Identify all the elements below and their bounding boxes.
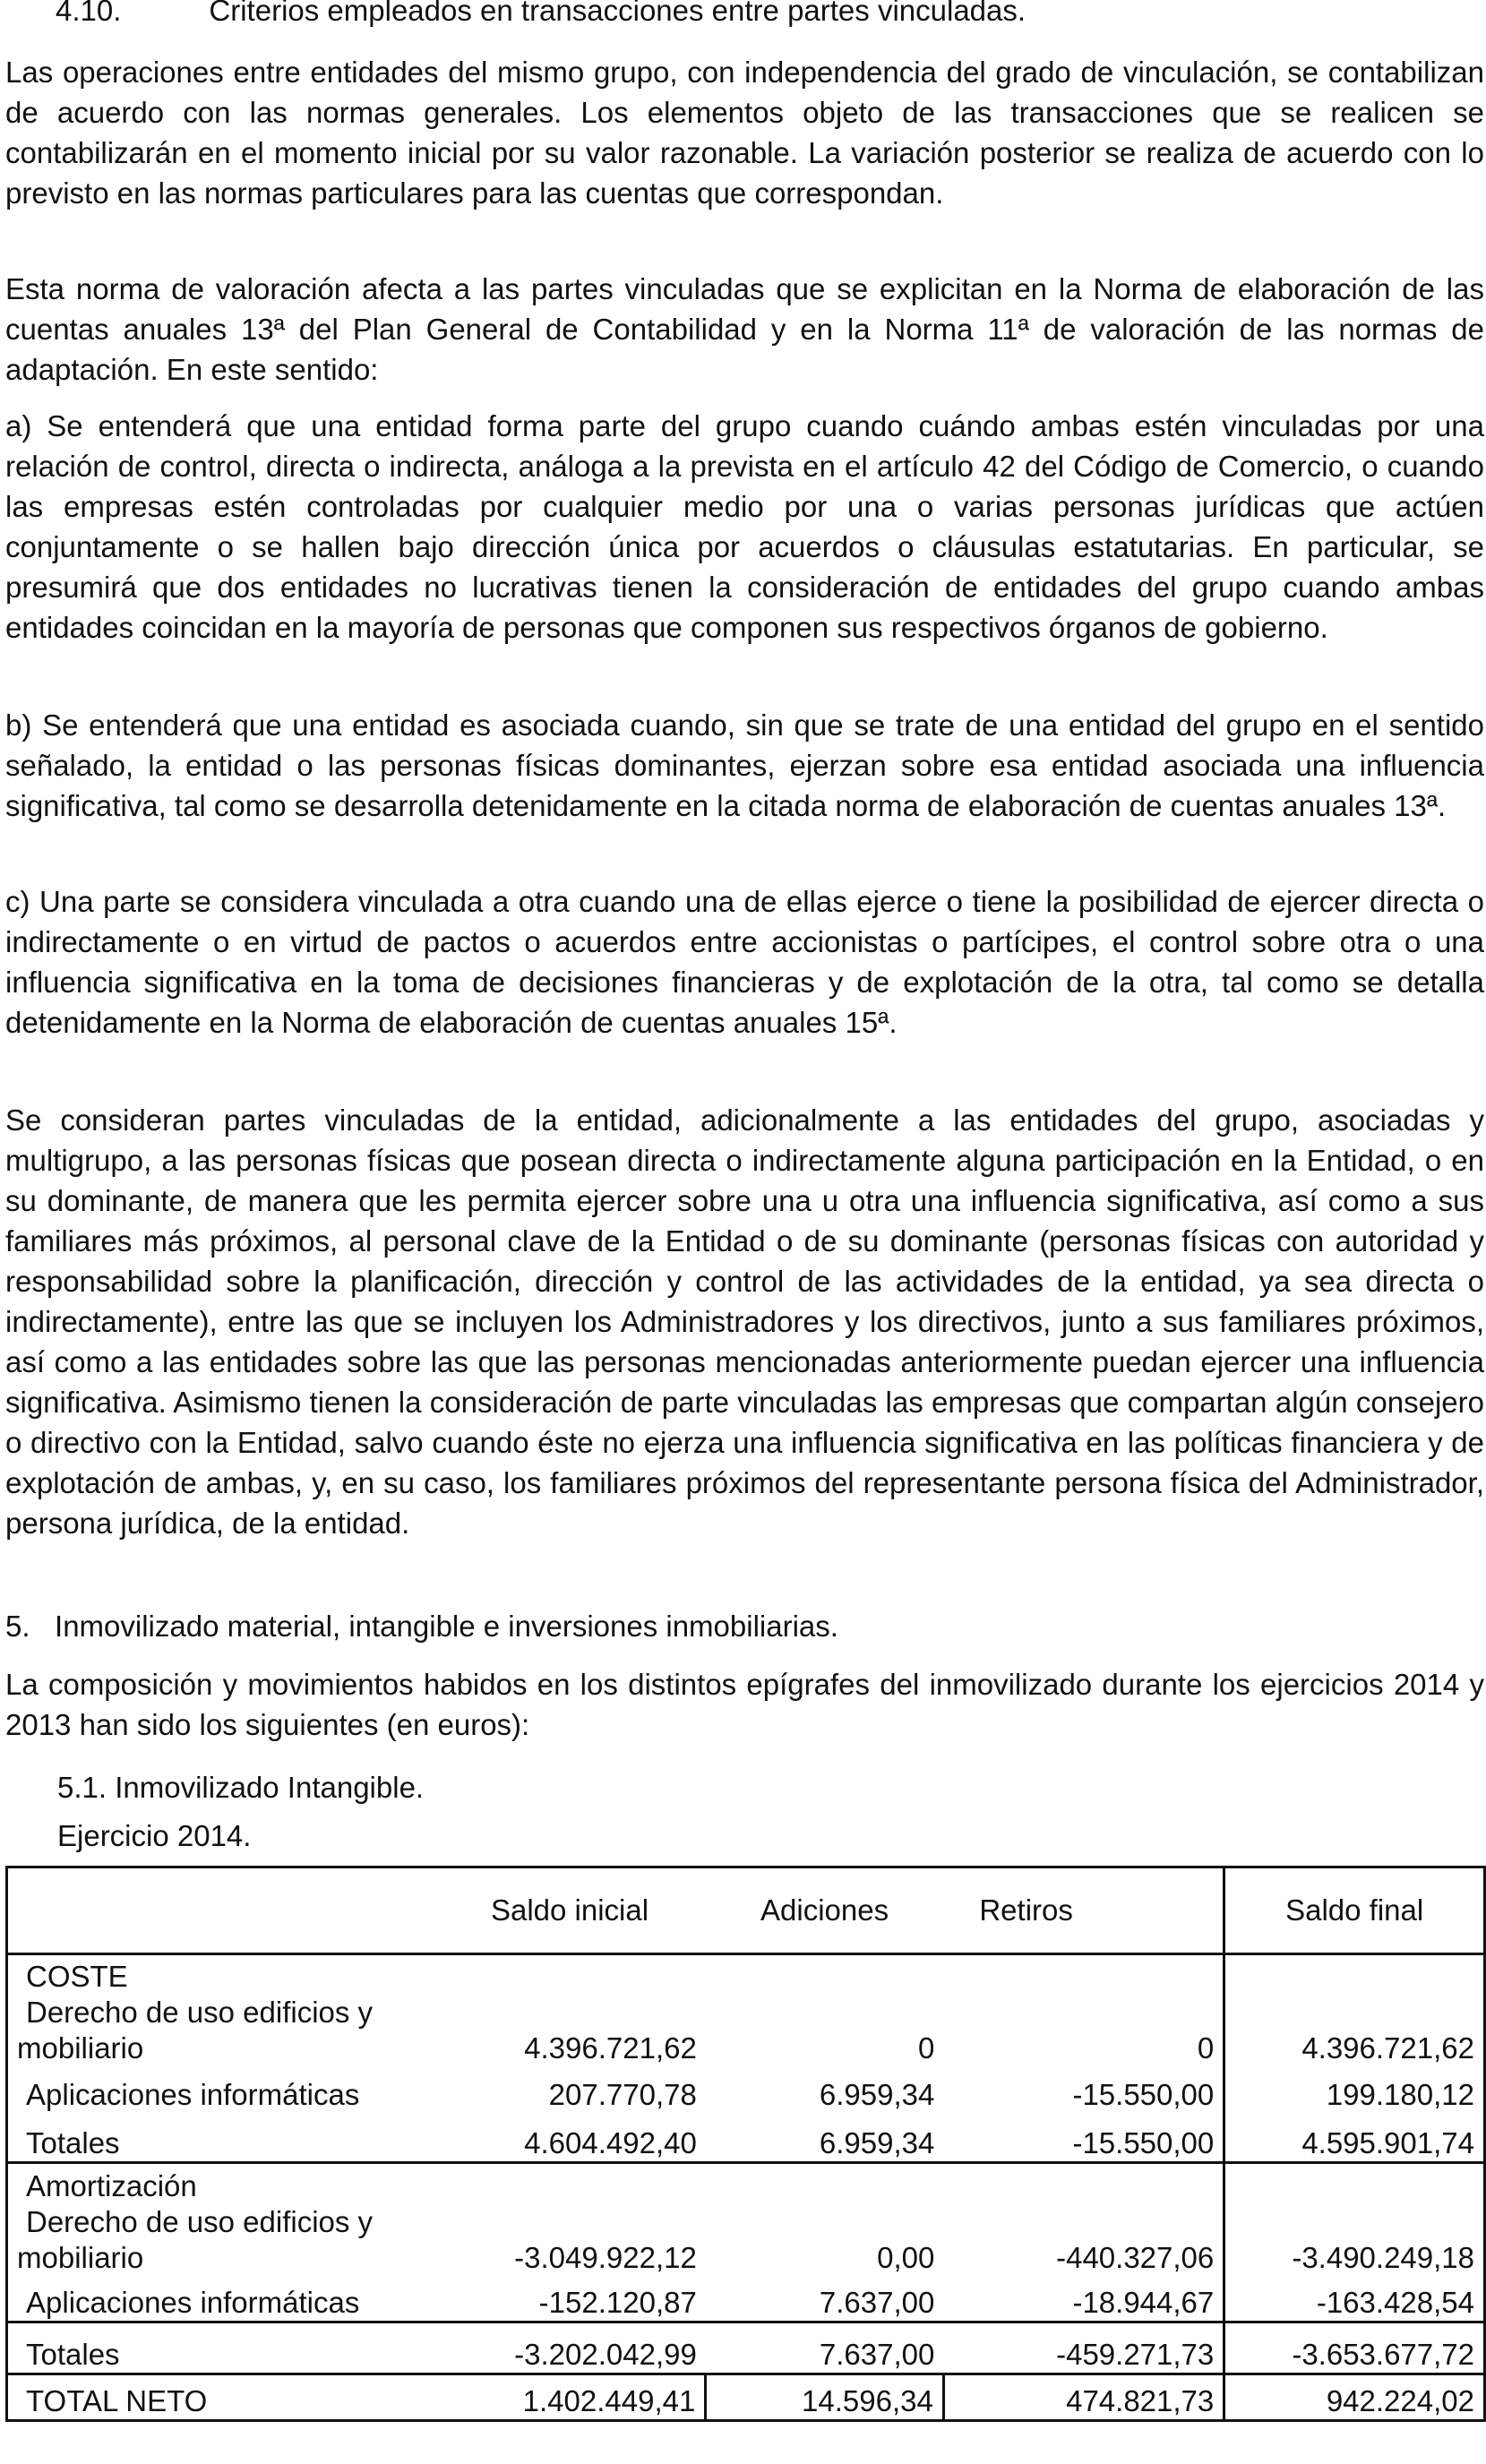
cell-adiciones: 14.596,34 [706, 2374, 944, 2421]
cell-retiros: -459.271,73 [943, 2322, 1224, 2374]
cell-saldo-final: -163.428,54 [1224, 2276, 1485, 2322]
row-label: TOTAL NETO [7, 2374, 434, 2421]
cell-retiros: -440.327,06 [943, 2204, 1224, 2276]
cell-adiciones: 7.637,00 [819, 2286, 935, 2319]
row-label: Totales [7, 2113, 434, 2163]
cell-adiciones: 7.637,00 [819, 2338, 935, 2371]
cell-retiros: 474.821,73 [943, 2374, 1224, 2421]
paragraph-text: a) Se entenderá que una entidad forma parte del grupo cuando cuándo ambas estén vinculadas por una relación de control, directa o indirecta, análoga a la prevista en el artículo 42 del Código de Comercio, o cuando las empresas estén controladas por cualquier medio por una o varias personas jurídicas que actúen conjuntamente o se hallen bajo dirección única por acuerdos o cláusulas estatutarias. En particular, se presumirá que dos entidades no lucrativas tienen la consideración de entidades del grupo cuando ambas entidades coincidan en la mayoría de personas que componen sus respectivos órganos de gobierno. [5, 409, 1484, 644]
row-label-line-2: mobiliario [17, 2240, 144, 2274]
paragraph-text: b) Se entenderá que una entidad es asociada cuando, sin que se trate de una entidad del grupo en el sentido señalado, la entidad o las personas físicas dominantes, ejerzan sobre esa entidad asociada una influencia significativa, tal como se desarrolla detenidamente en la citada norma de elaboración de cuentas anuales 13ª. [5, 708, 1484, 822]
row-label: Totales [7, 2322, 434, 2374]
group-label-amortizacion: Amortización [7, 2163, 434, 2204]
row-label-line-1: Derecho de uso edificios y [26, 2204, 374, 2238]
cell-saldo-final: 4.396.721,62 [1224, 1995, 1485, 2066]
paragraph-3 [5, 406, 1484, 648]
table-row [7, 2066, 1485, 2113]
paragraph-text: Las operaciones entre entidades del mismo grupo, con independencia del grado de vinculación, se contabilizan de acuerdo con las normas generales. Los elementos objeto de las transacciones que se realicen se contabilizarán en el momento inicial por su valor razonable. La variación posterior se realiza de acuerdo con lo previsto en las normas particulares para las cuentas que correspondan. [5, 56, 1484, 210]
section-title: Criterios empleados en transacciones entre partes vinculadas. [209, 0, 1026, 27]
table-group-row [7, 1954, 1485, 1995]
cell-saldo-inicial: -3.202.042,99 [514, 2338, 697, 2371]
header-cell [7, 1867, 434, 1954]
group-label-coste: COSTE [7, 1954, 434, 1995]
row-label: Aplicaciones informáticas [7, 2066, 434, 2113]
table-row [7, 2204, 1485, 2276]
table-net-total-row [7, 2374, 1485, 2421]
paragraph-5 [5, 881, 1484, 1043]
header-saldo-final: Saldo final [1224, 1867, 1485, 1954]
table-row [7, 1995, 1485, 2066]
cell-saldo-inicial: 1.402.449,41 [434, 2374, 706, 2421]
cell-adiciones: 6.959,34 [819, 2126, 935, 2159]
header-adiciones: Adiciones [706, 1867, 944, 1954]
cell-saldo-final: 199.180,12 [1224, 2066, 1485, 2113]
table-total-row [7, 2113, 1485, 2163]
paragraph-4 [5, 705, 1484, 826]
section-5-intro [5, 1664, 1484, 1745]
cell-retiros: 0 [943, 1995, 1224, 2066]
row-label-line-1: Derecho de uso edificios y [26, 1995, 374, 2029]
table-row [7, 2276, 1485, 2322]
row-label [7, 1995, 434, 2066]
cell-saldo-inicial: -3.049.922,12 [514, 2240, 697, 2274]
cell-adiciones: 0 [917, 2030, 935, 2065]
row-label: Aplicaciones informáticas [7, 2276, 434, 2322]
row-label-line-2: mobiliario [17, 2030, 144, 2065]
cell-saldo-final: 4.595.901,74 [1224, 2113, 1485, 2163]
cell-saldo-inicial: 207.770,78 [548, 2077, 697, 2111]
year-label: Ejercicio 2014. [57, 1819, 252, 1852]
cell-adiciones: 6.959,34 [819, 2077, 935, 2111]
paragraph-text: Esta norma de valoración afecta a las partes vinculadas que se explicitan en la Norma de elaboración de las cuentas anuales 13ª del Plan General de Contabilidad y en la Norma 11ª de valoración de las normas de adaptación. En este sentido: [5, 272, 1484, 386]
paragraph-text: Se consideran partes vinculadas de la entidad, adicionalmente a las entidades del grupo, asociadas y multigrupo, a las personas físicas que posean directa o indirectamente alguna participación en la Entidad, o en su dominante, de manera que les permita ejercer sobre una u otra una influencia significativa, así como a sus familiares más próximos, al personal clave de la Entidad o de su dominante (personas físicas con autoridad y responsabilidad sobre la planificación, dirección y control de las actividades de la entidad, ya sea directa o indirectamente), entre las que se incluyen los Administradores y los directivos, junto a sus familiares próximos, así como a las entidades sobre las que las personas mencionadas anteriormente puedan ejercer una influencia significativa. Asimismo tienen la consideración de parte vinculadas las empresas que compartan algún consejero o directivo con la Entidad, salvo cuando éste no ejerza una influencia significativa en las políticas financiera y de explotación de ambas, y, en su caso, los familiares próximos del representante persona física del Administrador, persona jurídica, de la entidad. [5, 1103, 1484, 1540]
table-total-row [7, 2322, 1485, 2374]
section-number: 4.10. [56, 0, 122, 27]
paragraph-1 [5, 52, 1484, 213]
row-label [7, 2204, 434, 2276]
cell-saldo-final: -3.490.249,18 [1224, 2204, 1485, 2276]
cell-saldo-inicial: 4.396.721,62 [524, 2030, 697, 2065]
cell-retiros: -18.944,67 [943, 2276, 1224, 2322]
paragraph-text: c) Una parte se considera vinculada a otra cuando una de ellas ejerce o tiene la posibilidad de ejercer directa o indirectamente o en virtud de pactos o acuerdos entre accionistas o partícipes, el control sobre otra o una influencia significativa en la toma de decisiones financieras y de explotación de la otra, tal como se detalla detenidamente en la Norma de elaboración de cuentas anuales 15ª. [5, 885, 1484, 1039]
intangible-assets-table [5, 1866, 1486, 2422]
cell-retiros: -15.550,00 [943, 2113, 1224, 2163]
cell-saldo-inicial: 4.604.492,40 [524, 2126, 697, 2159]
table-header-row [7, 1867, 1485, 1954]
header-saldo-inicial: Saldo inicial [434, 1867, 706, 1954]
cell-saldo-final: -3.653.677,72 [1224, 2322, 1485, 2374]
paragraph-2 [5, 269, 1484, 390]
section-5-heading: 5. Inmovilizado material, intangible e inversiones inmobiliarias. [5, 1610, 838, 1643]
paragraph-text: La composición y movimientos habidos en los distintos epígrafes del inmovilizado durante los ejercicios 2014 y 2013 han sido los siguientes (en euros): [5, 1668, 1484, 1741]
header-retiros: Retiros [943, 1867, 1224, 1954]
subsection-title: 5.1. Inmovilizado Intangible. [57, 1771, 425, 1804]
cell-saldo-final: 942.224,02 [1224, 2374, 1485, 2421]
section-4-10-heading [56, 0, 1026, 29]
paragraph-6 [5, 1100, 1484, 1543]
table-group-row [7, 2163, 1485, 2204]
cell-retiros: -15.550,00 [943, 2066, 1224, 2113]
cell-saldo-inicial: -152.120,87 [538, 2286, 697, 2319]
cell-adiciones: 0,00 [877, 2240, 935, 2274]
